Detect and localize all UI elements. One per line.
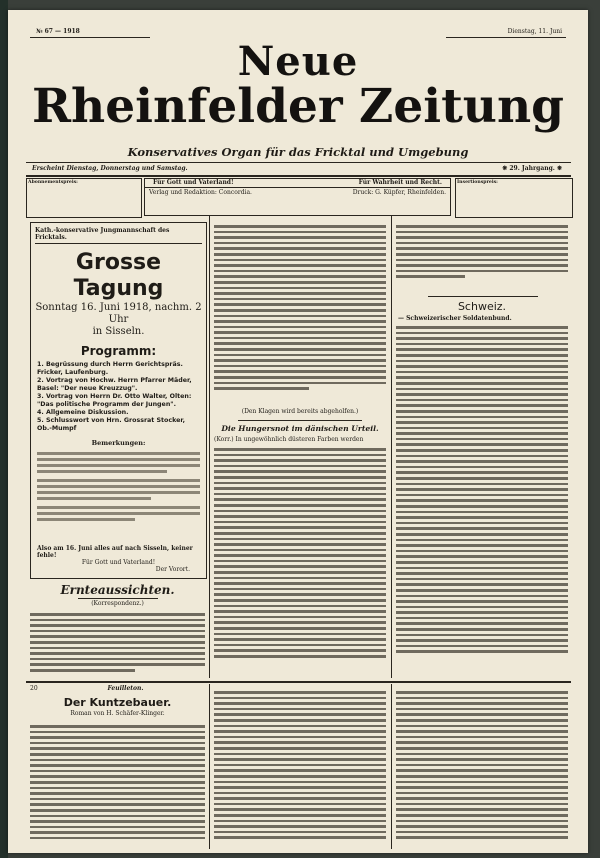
- ad-kicker: Kath.-konservative Jungmannschaft des Fricktals.: [35, 227, 202, 244]
- article-hunger-body: [214, 445, 386, 677]
- feuilleton-col3: [396, 688, 568, 850]
- column3-top-text: [396, 222, 568, 292]
- subscription-box: [26, 178, 142, 218]
- ad-program-list: [37, 361, 200, 433]
- feuilleton-byline: Roman von H. Schäfer-Klinger.: [70, 710, 165, 717]
- article-ernte-sub: (Korrespondenz.): [91, 600, 144, 607]
- issue-date: Dienstag, 11. Juni: [507, 28, 562, 35]
- printer-info: Druck: G. Küpfer, Rheinfelden.: [352, 189, 446, 196]
- ad-where: in Sisseln.: [92, 326, 145, 337]
- book-spine: [0, 0, 8, 858]
- publisher-box: [144, 178, 451, 216]
- ad-signature: Der Vorort.: [155, 566, 190, 573]
- ad-remarks-title: Bemerkungen:: [91, 439, 146, 447]
- column2-top-text: [214, 222, 386, 402]
- newspaper-page: [8, 10, 588, 853]
- program-item: 5. Schlusswort von Hrn. Grossrat Stocker, Ob.-Mumpf: [37, 417, 185, 432]
- feuilleton-title: Der Kuntzebauer.: [63, 696, 172, 709]
- program-item: 1. Begrüssung durch Herrn Gerichtspräs. Fricker, Laufenburg.: [37, 361, 183, 376]
- section-schweiz-sub: — Schweizerischer Soldatenbund.: [398, 315, 512, 322]
- feuilleton-col2: [214, 688, 386, 850]
- motto-right: Für Wahrheit und Recht.: [358, 179, 442, 186]
- article-hunger-title: Die Hungersnot im dänischen Urteil.: [221, 424, 379, 433]
- feuilleton-label: Feuilleton.: [107, 685, 144, 692]
- program-item: 2. Vortrag von Hochw. Herrn Pfarrer Mäder, Basel: "Der neue Kreuzzug".: [37, 377, 192, 392]
- issue-number: № 67 — 1918: [36, 28, 80, 35]
- article-ernte-body: [30, 610, 205, 680]
- publisher-info: Verlag und Redaktion: Concordia.: [149, 189, 252, 196]
- program-item: 4. Allgemeine Diskussion.: [37, 409, 129, 416]
- masthead-subtitle: Konservatives Organ für das Fricktal und Umgebung: [127, 145, 469, 159]
- article-hunger-sub: (Korr.) In ungewöhnlich düsteren Farben werden: [214, 436, 364, 443]
- ad-program-title: Programm:: [80, 344, 157, 358]
- schedule-note: Erscheint Dienstag, Donnerstag und Samstag.: [32, 165, 188, 172]
- program-item: 3. Vortrag von Herrn Dr. Otto Walter, Olten: "Das politische Programm der Jungen".: [37, 393, 192, 408]
- abo-label: Abonnementspreis:: [28, 180, 78, 185]
- insertion-box: [455, 178, 573, 218]
- ad-invite: Also am 16. Juni alles auf nach Sisseln, keiner fehle!: [37, 545, 193, 559]
- ad-when: Sonntag 16. Juni 1918, nachm. 2 Uhr: [35, 302, 202, 325]
- volume-year: ❋ 29. Jahrgang. ❋: [502, 165, 562, 172]
- ad-closing: Für Gott und Vaterland!: [81, 559, 156, 566]
- note-klagen: (Den Klagen wird bereits abgeholfen.): [241, 408, 359, 415]
- feuilleton-col1: [30, 722, 205, 850]
- section-schweiz-title: Schweiz.: [457, 300, 507, 313]
- event-advertisement: [30, 222, 207, 579]
- masthead-title: Rheinfelder Zeitung: [31, 79, 564, 134]
- motto-left: Für Gott und Vaterland!: [153, 179, 234, 186]
- ins-label: Insertionspreis:: [457, 180, 498, 185]
- page-number: 20: [30, 685, 38, 692]
- ad-remarks-text: [37, 449, 200, 543]
- ad-title: Grosse Tagung: [73, 250, 164, 301]
- article-ernte-title: Ernteaussichten.: [60, 583, 175, 597]
- masthead-line1: Neue: [237, 38, 359, 85]
- section-schweiz-body: [396, 323, 568, 678]
